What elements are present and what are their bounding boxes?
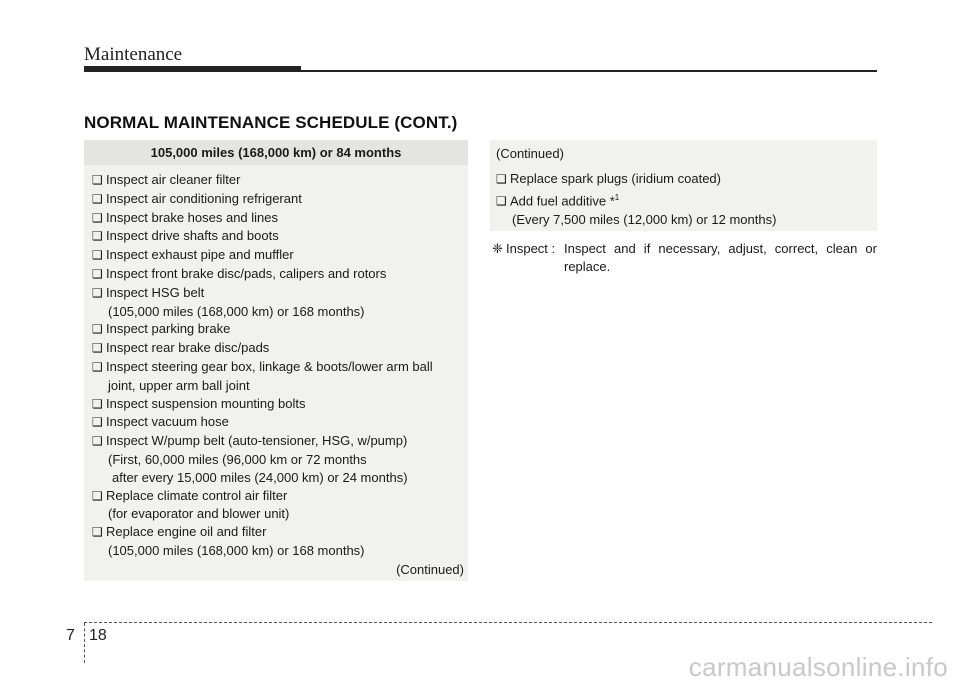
checkbox-icon: ❑ (92, 525, 103, 540)
checkbox-icon: ❑ (92, 396, 103, 411)
checkbox-icon: ❑ (92, 173, 103, 187)
checkbox-icon: ❑ (92, 229, 103, 244)
list-item (92, 227, 468, 246)
list-item-detail: (First, 60,000 miles (96,000 km or 72 months (108, 451, 367, 467)
list-item-detail: (for evaporator and blower unit) (108, 506, 290, 522)
list-item-text: Replace engine oil and filter (106, 524, 267, 540)
list-item-text: Inspect W/pump belt (auto-tensioner, HSG, w/pump) (106, 433, 408, 449)
list-item-text: Inspect drive shafts and boots (106, 228, 279, 244)
checkbox-icon: ❑ (92, 266, 103, 281)
list-item (92, 523, 468, 542)
note-symbol-icon: ❈ (492, 241, 503, 256)
continued-label: (Continued) (496, 146, 564, 161)
header-rule-thin (301, 70, 877, 72)
list-item (92, 395, 468, 414)
note-text: Inspect and if necessary, adjust, correct, clean or (564, 241, 877, 256)
checkbox-icon: ❑ (92, 248, 103, 263)
list-item (92, 190, 468, 209)
list-item-text: Inspect brake hoses and lines (106, 209, 278, 225)
list-item (92, 265, 468, 284)
list-item (496, 170, 776, 189)
schedule-box-right (490, 140, 877, 231)
list-item-text: Inspect suspension mounting bolts (106, 395, 306, 411)
list-item (92, 413, 468, 432)
schedule-interval-heading: 105,000 miles (168,000 km) or 84 months (84, 140, 468, 165)
checkbox-icon: ❑ (92, 341, 103, 356)
checkbox-icon: ❑ (92, 191, 103, 206)
list-item (92, 209, 468, 228)
checkbox-icon: ❑ (496, 172, 507, 186)
list-item-detail: after every 15,000 miles (24,000 km) or 24 months) (112, 469, 408, 485)
list-item-text: Add fuel additive * (510, 193, 615, 209)
header-rule-thick (84, 66, 301, 72)
inspect-note (492, 240, 877, 275)
note-label: Inspect : (506, 241, 556, 256)
checkbox-icon: ❑ (92, 285, 103, 300)
chapter-number: 7 (66, 627, 75, 644)
schedule-item-list (84, 165, 468, 560)
list-item-text: Inspect air cleaner filter (106, 172, 241, 187)
checkbox-icon: ❑ (92, 434, 103, 449)
list-item-text: Inspect air conditioning refrigerant (106, 190, 302, 206)
list-item (92, 246, 468, 265)
checkbox-icon: ❑ (92, 359, 103, 374)
checkbox-icon: ❑ (92, 415, 103, 430)
list-item-text: Inspect steering gear box, linkage & boots/lower arm ball (106, 358, 433, 374)
list-item-text: Replace climate control air filter (106, 487, 288, 503)
footer-rule (84, 622, 932, 623)
list-item (92, 284, 468, 303)
list-item-detail: (Every 7,500 miles (12,000 km) or 12 months) (512, 211, 777, 227)
list-item-text: Inspect front brake disc/pads, calipers and rotors (106, 265, 387, 281)
footnote-marker: 1 (614, 192, 620, 202)
page-number: 18 (89, 627, 107, 644)
list-item-detail: (105,000 miles (168,000 km) or 168 months) (108, 303, 365, 319)
checkbox-icon: ❑ (496, 194, 507, 209)
list-item-text: Inspect exhaust pipe and muffler (106, 247, 294, 263)
checkbox-icon: ❑ (92, 488, 103, 503)
watermark-text: carmanualsonline.info (688, 652, 948, 682)
list-item (92, 339, 468, 358)
list-item (92, 171, 468, 190)
list-item-text: Inspect HSG belt (106, 284, 205, 300)
note-text-continued: replace. (564, 258, 611, 274)
list-item (92, 487, 468, 506)
list-item (92, 432, 468, 451)
checkbox-icon: ❑ (92, 210, 103, 225)
continued-label: (Continued) (396, 562, 464, 577)
list-item-detail: (105,000 miles (168,000 km) or 168 months) (108, 542, 365, 558)
list-item-text: Inspect parking brake (106, 321, 231, 337)
section-title: NORMAL MAINTENANCE SCHEDULE (CONT.) (84, 113, 458, 132)
checkbox-icon: ❑ (92, 322, 103, 337)
list-item-text: Inspect rear brake disc/pads (106, 340, 270, 356)
schedule-item-list (490, 170, 776, 229)
list-item-text: Replace spark plugs (iridium coated) (510, 171, 721, 186)
schedule-box-left (84, 140, 468, 581)
list-item-detail: joint, upper arm ball joint (108, 377, 250, 393)
list-item (92, 320, 468, 339)
list-item-text: Inspect vacuum hose (106, 414, 229, 430)
footer-divider (84, 623, 85, 663)
list-item (92, 358, 468, 377)
page-header-title: Maintenance (84, 44, 183, 65)
list-item (496, 189, 776, 211)
